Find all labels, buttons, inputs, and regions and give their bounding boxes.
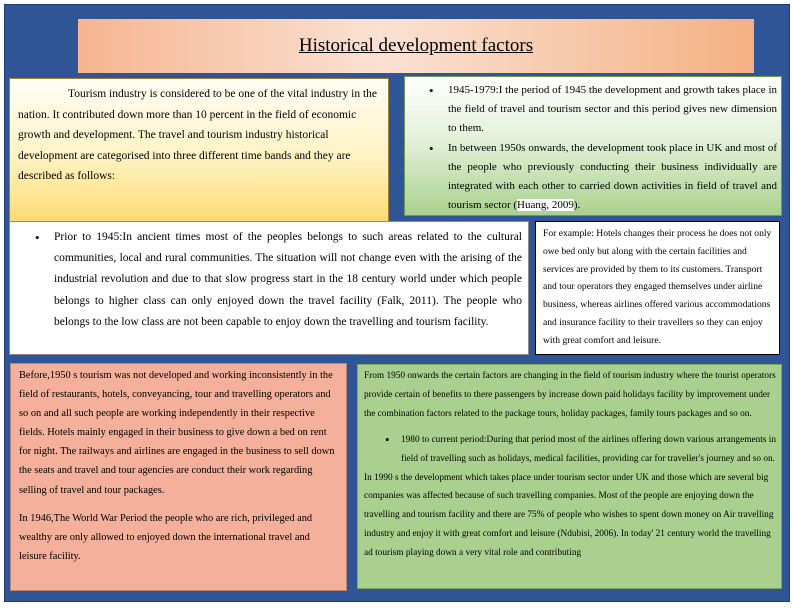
intro-text-box (9, 78, 389, 222)
before-1950-text-box (10, 363, 347, 591)
list-item: • 1980 to current period:During that period most of the airlines offering down various arrangements in field of travelling such as holidays, medical facilities, providing car for traveller's journey and so on. (364, 431, 776, 469)
list-item: • 1945-1979:I the period of 1945 the development and growth takes place in the field of travel and tourism sector and this period gives new dimension to them. (405, 81, 777, 139)
intro-paragraph: Tourism industry is considered to be one of the vital industry in the nation. It contributed down more than 10 percent in the field of economic growth and development. The travel and tourism industry historical development are categorised into three different time bands and they are described as follows: (18, 88, 378, 183)
before-paragraph-2: In 1946,The World War Period the people who are rich, privileged and wealthy are only allowed to enjoyed down the international travel and leisure facility. (19, 512, 313, 562)
list-item-end: ). (573, 199, 581, 212)
from-paragraph-1: From 1950 onwards the certain factors are changing in the field of tourism industry where the tourist operators provide certain of benefits to there passengers by increase down paid holidays facility by improvement under the combination factors related to the package tours, holiday packages, family tours packages and so on. (364, 371, 776, 419)
periods-list (405, 81, 777, 215)
example-text-box (535, 221, 780, 355)
list-item (405, 139, 777, 216)
periods-text-box (404, 76, 782, 216)
prior-list (10, 227, 522, 333)
prior-1945-text-box (9, 221, 529, 355)
example-paragraph: For example: Hotels changes their process he does not only owe bed only but along with the certain facilities and services are provided by them to its customers. Transport and tour operators they engaged themselves under airline business, whereas airlines offered various accommodations and insurance facility to their travellers so they can enjoy with great comfort and leisure. (543, 228, 772, 346)
before-paragraph-1: Before,1950 s tourism was not developed and working inconsistently in the field of restaurants, hotels, conveyancing, tour and travelling operators and so on and all such people are working independently in their respective fields. Hotels mainly engaged in their business to give down a bed on rent for night. The railways and airlines are engaged in the business to sell down the seats and travel and tour agencies are conduct their work regarding selling of travel and tour packages. (19, 370, 335, 496)
page-title: Historical development factors (298, 35, 534, 56)
from-1950-text-box (357, 364, 782, 589)
slide (4, 4, 790, 602)
list-item-text: In between 1950s onwards, the development took place in UK and most of the people who previously conducting their business individually are integrated with each other to carried down activities in field of travel and tourism sector ( (448, 141, 778, 212)
citation: Huang, 2009 (517, 199, 574, 212)
from-paragraph-2: In 1990 s the development which takes place under tourism sector under UK and those which are several big companies was affected because of such travelling companies. Most of the people are enjoying down the travelling and tourism facility and there are 75% of people who wishes to spent down money on Air travelling industry and enjoy it with great comfort and leisure (Ndubisi, 2006). In today' 21 century world the travelling ad tourism playing down a very vital role and contributing (364, 472, 774, 559)
title-banner (78, 19, 754, 73)
list-item: • Prior to 1945:In ancient times most of the peoples belongs to such areas related to the cultural communities, local and rural communities. The situation will not change even with the arising of the industrial revolution and due to that slow progress start in the 18 century world under which people belongs to higher class can only enjoyed down the travel facility (Falk, 2011). The people who belongs to the low class are not been capable to enjoy down the travelling and tourism facility. (10, 227, 522, 333)
from-list (364, 431, 776, 469)
